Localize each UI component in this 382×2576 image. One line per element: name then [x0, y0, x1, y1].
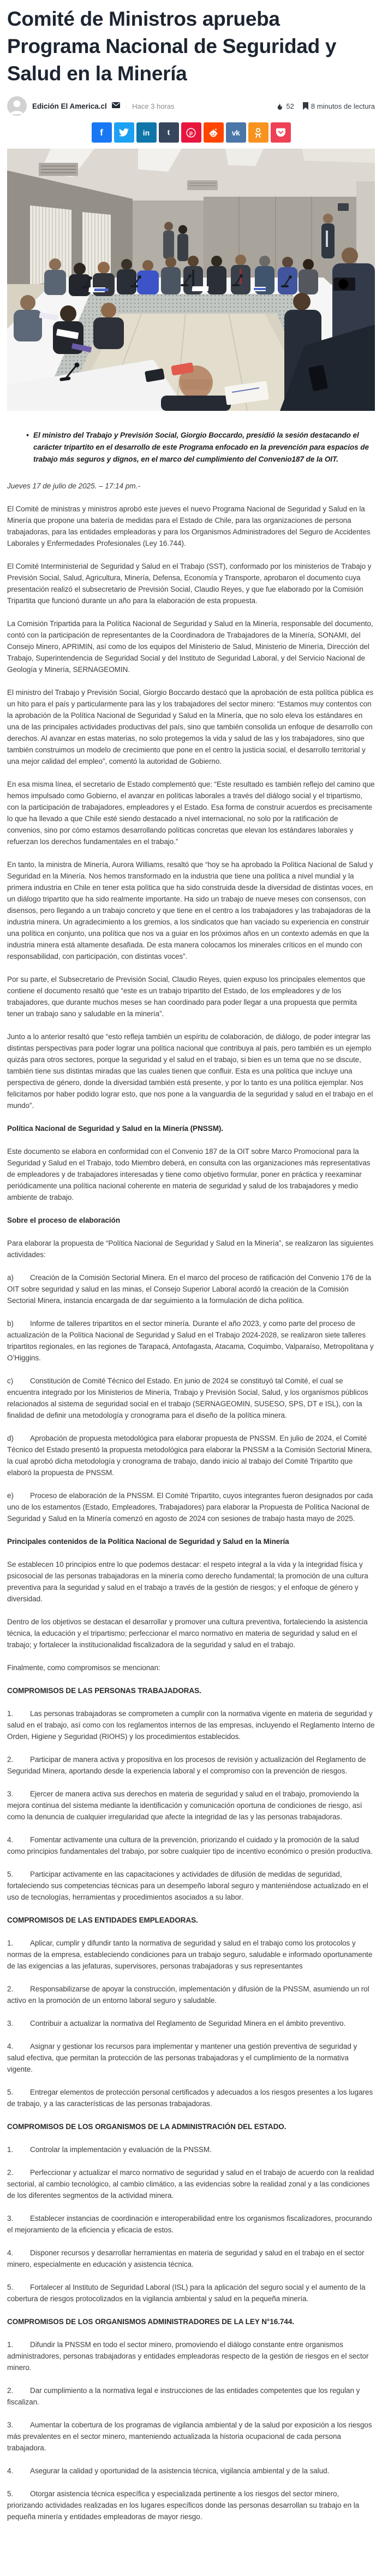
vk-icon: vk: [231, 128, 240, 137]
article-paragraph: 4. Disponer recursos y desarrollar herramientas en materia de seguridad y salud en el trabajo en el sector minero, especialmente en educación y asistencia técnica.: [7, 2247, 375, 2270]
twitter-bird-icon: [119, 128, 129, 137]
section-heading: COMPROMISOS DE LOS ORGANISMOS DE LA ADMINISTRACIÓN DEL ESTADO.: [7, 2123, 286, 2131]
article-paragraph: 1. Controlar la implementación y evaluación de la PNSSM.: [7, 2144, 375, 2155]
list-marker: 4.: [7, 1836, 14, 1844]
article-paragraph: Junto a lo anterior resaltó que “esto refleja también un espíritu de colaboración, de diálogo, de poder integrar las distintas perspectivas para poder lograr una política nacional que contribuya al país, pero también es un ejemplo quizás para otros sectores, porque la seguridad y el salud en el trabajo, si bien es un tema que no se discute, también tiene sus distintas miradas que las cuales tienen que confluir. Esta es una política que incluye una perspectiva de género, donde la diversidad también está presente, y por lo tanto es una política ejemplar. Nos felicitamos por haber podido lograr esto, que nos pone a la vanguardia de la seguridad y salud en el trabajo en el mundo”.: [7, 1033, 373, 1110]
tumblr-icon: t: [167, 127, 170, 137]
list-marker: 2.: [7, 2386, 14, 2395]
section-heading: COMPROMISOS DE LAS ENTIDADES EMPLEADORAS.: [7, 1916, 198, 1924]
article-paragraph: 1. Aplicar, cumplir y difundir tanto la normativa de seguridad y salud en el trabajo como los protocolos y normas de la empresa, estableciendo condiciones para un trabajo seguro, saludable e informado oportunamente de las exigencias a las jefaturas, supervisores, personas trabajadoras y sus representantes: [7, 1937, 375, 1972]
article-paragraph: La Comisión Tripartida para la Política Nacional de Seguridad y Salud en la Minería, responsable del documento, contó con la participación de representantes de la Coordinadora de Trabajadores de la Minería, SONAMI, del Consejo Minero, APRIMIN, así como de los equipos del Ministerio de Salud, Ministerio de Minería, Dirección del Trabajo, Superintendencia de Seguridad Social y del Instituto de Seguridad Laboral, y del Servicio Nacional de Geología y Minería, SERNAGEOMIN.: [7, 620, 373, 674]
section-heading: Política Nacional de Seguridad y Salud en la Minería (PNSSM).: [7, 1124, 224, 1133]
list-marker: 5.: [7, 2490, 14, 2498]
article-paragraph: 1. Difundir la PNSSM en todo el sector minero, promoviendo el diálogo constante entre organismos administradores, personas trabajadoras y entidades empleadoras respecto de la gestión de riesgos en el sector minero.: [7, 2339, 375, 2373]
list-marker: e): [7, 1492, 14, 1500]
photo-caption-text: • El ministro del Trabajo y Previsión Social, Giorgio Boccardo, presidió la sesión destacando el carácter tripartito en el desarrollo de este Programa enfocado en la prevención para espacios de trabajo más seguros y dignos, en el marco del cumplimiento del Convenio187 de la OIT.: [26, 429, 375, 465]
dateline: Jueves 17 de julio de 2025. – 17:14 pm.-: [7, 482, 140, 490]
views-meta: [277, 102, 294, 110]
article-paragraph: 5. Otorgar asistencia técnica específica y especializada pertinente a los riesgos del sector minero, priorizando actividades realizadas en los lugares específicos donde las personas desarrollan su trabajo en la pequeña minería y entidades empleadoras de mayor riesgo.: [7, 2488, 375, 2522]
author-link[interactable]: Edición El America.cl: [32, 102, 107, 110]
avatar[interactable]: [7, 96, 27, 116]
article-paragraph: El Comité Interministerial de Seguridad y Salud en el Trabajo (SST), conformado por los ministerios de Trabajo y Previsión Social, Salud, Agricultura, Minería, Defensa, Economía y Transporte, aprobaron el documento cuya presentación realizó el subsecretario de Previsión Social, Claudio Reyes, y que fue elaborado por la Comisión Tripartita que funcionó durante un año para la elaboración de esta propuesta.: [7, 562, 372, 605]
linkedin-icon: in: [142, 128, 150, 137]
section-heading: COMPROMISOS DE LAS PERSONAS TRABAJADORAS.: [7, 1687, 201, 1695]
photo-caption: [7, 429, 375, 465]
envelope-icon[interactable]: [112, 101, 120, 111]
article-photo: [7, 149, 375, 411]
flame-icon: [277, 102, 283, 110]
article-paragraph: Por su parte, el Subsecretario de Previsión Social, Claudio Reyes, quien expuso los principales elementos que contiene el documento resaltó que “este es un trabajo tripartito del Estado, de los empleadores y de los trabajadores, que durante muchos meses se han coordinado para poder llegar a una propuesta que permita tener un trabajo sano y saludable en la minería”.: [7, 975, 366, 1018]
share-pinterest-button[interactable]: [181, 122, 201, 143]
list-marker: 5.: [7, 2088, 14, 2096]
facebook-icon: f: [100, 127, 103, 138]
article-paragraph: El Comité de ministras y ministros aprobó este jueves el nuevo Programa Nacional de Seguridad y Salud en la Minería que propone una batería de medidas para el Estado de Chile, para las organizaciones de persona trabajadoras, para las entidades empleadoras y para los Organismos Administradores del Seguro de Accidentes Laborales y Enfermedades Profesionales (Ley 16.744).: [7, 505, 371, 547]
article-paragraph: 2. Perfeccionar y actualizar el marco normativo de seguridad y salud en el trabajo de acuerdo con la realidad sectorial, al cambio tecnológico, al cambio climático, a las evidencias sobre la realidad zonal y a las condiciones de los diferentes segmentos de la actividad minera.: [7, 2167, 375, 2201]
article-body: [7, 503, 375, 2522]
list-marker: 3.: [7, 2019, 14, 2027]
list-marker: b): [7, 1319, 14, 1328]
article-paragraph: e) Proceso de elaboración de la PNSSM. El Comité Tripartito, cuyos integrantes fueron designados por cada uno de los estamentos (Estado, Empleadores, Trabajadores) para elaborar la Propuesta de Política Nacional de Seguridad y Salud en la Minería comenzó en agosto de 2024 con sesiones de trabajo hasta mayo de 2025.: [7, 1490, 375, 1524]
share-odnoklassniki-button[interactable]: [248, 122, 268, 143]
article-paragraph: 3. Contribuir a actualizar la normativa del Reglamento de Seguridad Minera en el ámbito preventivo.: [7, 2018, 375, 2029]
meeting-room-illustration: [7, 149, 375, 411]
article-paragraph: b) Informe de talleres tripartitos en el sector minería. Durante el año 2023, y como parte del proceso de actualización de la Política Nacional de Seguridad y Salud en el Trabajo 2024-2028, se realizaron siete talleres tripartitos regionales, en las regiones de Tarapacá, Antofagasta, Atacama, Coquimbo, Valparaíso, Metropolitana y O’Higgins.: [7, 1318, 375, 1364]
article-paragraph: 3. Ejercer de manera activa sus derechos en materia de seguridad y salud en el trabajo, promoviendo la mejora continua del sistema mediante la identificación y comunicación oportuna de condiciones de riesgo, así como la denuncia de cualquier irregularidad que afecte la integridad de las y las personas trabajadoras.: [7, 1788, 375, 1823]
list-marker: 2.: [7, 1985, 14, 1993]
article-paragraph: Para elaborar la propuesta de “Política Nacional de Seguridad y Salud en la Minería”, se realizaron las siguientes actividades:: [7, 1239, 374, 1259]
section-heading: Principales contenidos de la Política Nacional de Seguridad y Salud en la Minería: [7, 1537, 289, 1546]
article-paragraph: 5. Fortalecer al Instituto de Seguridad Laboral (ISL) para la aplicación del seguro social y el aumento de la cobertura de riesgos protocolizados en la vigilancia ambiental y salud en la pequeña minería.: [7, 2282, 375, 2304]
list-marker: 5.: [7, 2283, 14, 2291]
list-marker: a): [7, 1274, 14, 1282]
article-paragraph: 3. Aumentar la cobertura de los programas de vigilancia ambiental y de la salud por exposición a los riesgos más prevalentes en el sector minero, manteniendo actualizada la historia ocupacional de cada persona trabajadora.: [7, 2419, 375, 2454]
list-marker: 1.: [7, 2145, 14, 2154]
odnoklassniki-person-icon: [253, 127, 263, 138]
read-time-label: 8 minutos de lectura: [311, 102, 375, 110]
timestamp: Hace 3 horas: [132, 102, 175, 110]
list-marker: 4.: [7, 2042, 14, 2050]
read-time-meta: [303, 102, 375, 110]
list-marker: 4.: [7, 2249, 14, 2257]
byline: [7, 96, 375, 116]
section-heading: COMPROMISOS DE LOS ORGANISMOS ADMINISTRADORES DE LA LEY N°16.744.: [7, 2318, 294, 2326]
list-marker: d): [7, 1434, 14, 1442]
article-paragraph: 4. Fomentar activamente una cultura de la prevención, priorizando el cuidado y la promoción de la salud como principios fundamentales del trabajo, por sobre cualquier tipo de incentivo económico o presión productiva.: [7, 1834, 375, 1857]
list-marker: 3.: [7, 2214, 14, 2223]
article-paragraph: 3. Establecer instancias de coordinación e interoperabilidad entre los organismos fiscalizadores, procurando el mejoramiento de la eficiencia y eficacia de estos.: [7, 2213, 375, 2236]
article-paragraph: 4. Asegurar la calidad y oportunidad de la asistencia técnica, vigilancia ambiental y de la salud.: [7, 2465, 375, 2477]
list-marker: c): [7, 1377, 14, 1385]
reddit-alien-icon: [208, 127, 219, 138]
article-paragraph: El ministro del Trabajo y Previsión Social, Giorgio Boccardo destacó que la aprobación de esta política pública es un hito para el país y particularmente para las y los trabajadores del sector minero: “Estamos muy contentos con la aprobación de la Política Nacional de Seguridad y Salud en la Minería, que no solo eleva los estándares en una de las principales actividades productivas del país, sino que también consolida un enfoque de desarrollo con derechos. Al avanzar en estas materias, no solo protegemos la vida y salud de las y los trabajadores, sino que también construimos un modelo de crecimiento que pone en el centro la justicia social, el desarrollo territorial y una mejor calidad del empleo”, comentó la autoridad de Gobierno.: [7, 688, 374, 765]
page-title: Comité de Ministros aprueba Programa Nacional de Seguridad y Salud en la Minería: [7, 8, 337, 85]
article-paragraph: 1. Las personas trabajadoras se comprometen a cumplir con la normativa vigente en materia de seguridad y salud en el trabajo, así como con los reglamentos internos de las empresas, incluyendo el Reglamento Interno de Orden, Higiene y Seguridad (RIOHS) y los procedimientos establecidos.: [7, 1708, 375, 1742]
list-marker: 1.: [7, 2341, 14, 2349]
bookmark-icon: [303, 102, 308, 110]
article-paragraph: 2. Participar de manera activa y propositiva en los procesos de revisión y actualización del Reglamento de Seguridad Minera, aportando desde la experiencia laboral y el compromiso con la prevención de riesgos.: [7, 1754, 375, 1777]
share-pocket-button[interactable]: [271, 122, 291, 143]
article-paragraph: 5. Entregar elementos de protección personal certificados y adecuados a los riesgos presentes a los lugares de trabajo, y a las características de las personas trabajadoras.: [7, 2086, 375, 2109]
share-buttons: [7, 122, 375, 143]
list-marker: 3.: [7, 2421, 14, 2429]
list-marker: 3.: [7, 1790, 14, 1798]
article-paragraph: En tanto, la ministra de Minería, Aurora Williams, resaltó que “hoy se ha aprobado la Política Nacional de Salud y Seguridad en la Minería. Nos hemos transformado en la industria que tiene una política a nivel mundial y la primera industria en Chile en tener esta política que ha sido construida desde la diversidad de distintas voces, en un diálogo tripartito que ha sido realmente importante. Ha sido un trabajo de nueve meses con consensos, con disensos, pero llegando a un trabajo concreto y que tiene en el centro a los trabajadores y las trabajadoras de la industria minera. Un agradecimiento a los gremios, a los sindicatos que han vaciado su experiencia en construir una política en conjunto, una política que nos va a guiar en los próximos años en un contexto además en que la industria minera está altamente desafiada. De esta manera colocamos los minerales críticos en el mundo con responsabilidad, con participación, con distintas voces”.: [7, 860, 373, 960]
article-paragraph: a) Creación de la Comisión Sectorial Minera. En el marco del proceso de ratificación del Convenio 176 de la OIT sobre seguridad y salud en las minas, el Consejo Superior Laboral acordó la creación de la Comisión Sectorial Minera, instancia encargada de dar seguimiento a la formulación de dicha política.: [7, 1272, 375, 1306]
article-paragraph: Se establecen 10 principios entre lo que podemos destacar: el respeto integral a la vida y la integridad física y psicosocial de las personas trabajadoras en la minería como derecho fundamental; la promoción de una cultura preventiva para la seguridad y salud en el trabajo a través de la gestión de riesgos; y el enfoque de género y diversidad.: [7, 1560, 368, 1603]
article-paragraph: Este documento se elabora en conformidad con el Convenio 187 de la OIT sobre Marco Promocional para la Seguridad y Salud en el Trabajo, todo Miembro deberá, en consulta con las organizaciones más representativas de empleadores y de trabajadores interesadas y tiene como objetivo formular, poner en práctica y reexaminar periódicamente una política nacional coherente en materia de seguridad y salud de los trabajadores y medio ambiente de trabajo.: [7, 1147, 371, 1201]
article-paragraph: 2. Responsabilizarse de apoyar la construcción, implementación y difusión de la PNSSM, asumiendo un rol activo en la promoción de un entorno laboral seguro y saludable.: [7, 1983, 375, 2006]
article-paragraph: 4. Asignar y gestionar los recursos para implementar y mantener una gestión preventiva de seguridad y salud efectiva, que permitan la protección de las personas trabajadoras y el cumplimiento de la normativa vigente.: [7, 2041, 375, 2075]
svg-text:p: p: [189, 130, 193, 137]
avatar-person-icon: [7, 96, 27, 116]
share-facebook-button[interactable]: [92, 122, 112, 143]
article-paragraph: 2. Dar cumplimiento a la normativa legal e instrucciones de las entidades competentes que los regulan y fiscalizan.: [7, 2385, 375, 2408]
list-marker: 1.: [7, 1939, 14, 1947]
list-marker: 5.: [7, 1870, 14, 1878]
article-paragraph: Finalmente, como compromisos se mencionan:: [7, 1664, 160, 1672]
list-marker: 2.: [7, 1755, 14, 1764]
article-paragraph: c) Constitución de Comité Técnico del Estado. En junio de 2024 se constituyó tal Comité, el cual se encuentra integrado por los Ministerios de Minería, Trabajo y Previsión Social, Salud, y los organismos públicos relacionados al sistema de seguridad social en el trabajo (SERNAGEOMIN, SUSESO, SPS, DT e ISL), con la finalidad de definir una metodología y cronograma para el diseño de la política minera.: [7, 1375, 375, 1421]
share-vk-button[interactable]: [226, 122, 246, 143]
share-linkedin-button[interactable]: [136, 122, 157, 143]
share-reddit-button[interactable]: [204, 122, 224, 143]
article-paragraph: En esa misma línea, el secretario de Estado complementó que: “Este resultado es también reflejo del camino que hemos impulsado como Gobierno, el avanzar en políticas laborales a través del diálogo social y el tripartismo, con la participación de trabajadores, empleadores y el Estado. Esa forma de construir acuerdos es precisamente lo que ha llevado a que Chile esté siendo destacado a nivel internacional, no solo por la ratificación de convenios, sino por cómo estamos desarrollando políticas concretas que elevan los estándares laborales y refuerzan los derechos fundamentales en el trabajo.”: [7, 780, 375, 846]
byline-separator: ·: [124, 102, 128, 110]
share-twitter-button[interactable]: [114, 122, 134, 143]
views-count: 52: [286, 102, 294, 110]
list-marker: 1.: [7, 1710, 14, 1718]
section-heading: Sobre el proceso de elaboración: [7, 1216, 121, 1224]
article-paragraph: 5. Participar activamente en las capacitaciones y actividades de difusión de medidas de seguridad, fortaleciendo sus competencias técnicas para un desempeño laboral seguro y manteniéndose actualizado en el uso de tecnologías, herramientas y procedimientos asociados a su labor.: [7, 1868, 375, 1903]
article-paragraph: Dentro de los objetivos se destacan el desarrollar y promover una cultura preventiva, fortaleciendo la asistencia técnica, la educación y el tripartismo; perfeccionar el marco normativo en materia de seguridad y salud en el trabajo; y fortalecer la institucionalidad fiscalizadora de la seguridad y salud en el trabajo.: [7, 1618, 368, 1649]
share-tumblr-button[interactable]: [159, 122, 179, 143]
pinterest-icon: [186, 127, 196, 138]
list-marker: 4.: [7, 2467, 14, 2475]
list-marker: 2.: [7, 2168, 14, 2177]
article-paragraph: d) Aprobación de propuesta metodológica para elaborar propuesta de PNSSM. En julio de 2024, el Comité Técnico del Estado presentó la propuesta metodológica para elaborar la PNSSM a la Comisión Sectorial Minera, la cual aprobó dicha metodología y cronograma de trabajo, dando inicio al trabajo del Comité Tripartito que elaboró la propuesta de PNSSM.: [7, 1433, 375, 1478]
pocket-icon: [276, 128, 286, 137]
